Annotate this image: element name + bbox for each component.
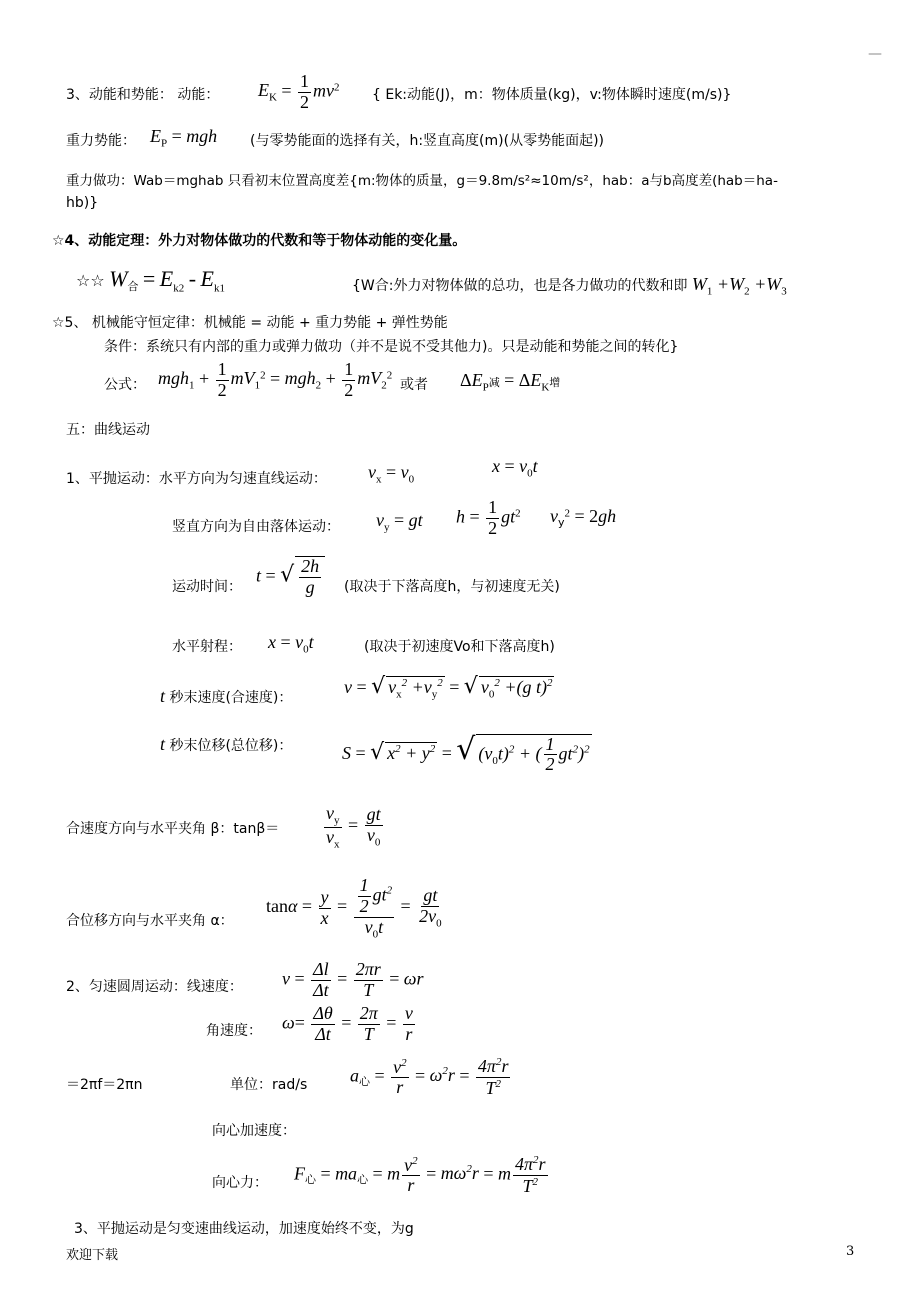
or-text: 或者 [400,377,428,393]
potential-energy-formula: $E_P$ = mgh [150,126,218,150]
velocity-label: t 秒末速度(合速度)： [160,686,293,706]
fall-height-formula: h = $\frac{1}{2}$ $gt^2$ [456,497,521,538]
energy-change-formula: $\Delta E_P$减 = $\Delta E_K$增 [460,370,561,394]
resultant-displacement-formula: S = √ $x^2 + y^2$ = √ $(v_0t)^2$ + ( $\frac{1}{2}$ $gt^2)^2$ [342,732,590,775]
vertical-velocity-formula: $v_y$ = gt [376,510,423,534]
angular-velocity-formula: ω= $\frac{\Delta\theta}{\Delta t}$ = $\frac{2\pi}{T}$ = $\frac{v}{r}$ [282,1003,413,1044]
displacement-label-text: 秒末位移(总位移)： [169,738,293,754]
potential-energy-note: (与零势能面的选择有关，h:竖直高度(m)(从零势能面起)) [250,133,604,149]
range-label: 水平射程： [172,639,242,655]
kinetic-energy-title: 3、动能和势能： 动能： [66,87,220,103]
centripetal-acceleration-formula: $a_心$ = $\frac{v^2}{r}$ = $\omega^2r$ = $\frac{4\pi^2r}{T^2}$ [350,1056,509,1098]
vertical-velocity-squared-formula: $v_y^2 = 2gh$ [550,506,617,529]
theorem-4: ☆4、动能定理：外力对物体做功的代数和等于物体动能的变化量。 [52,233,467,249]
displacement-label: t 秒末位移(总位移)： [160,734,293,754]
item-3-projectile: 3、平抛运动是匀变速曲线运动，加速度始终不变，为g [74,1221,414,1237]
linear-velocity-formula: v = $\frac{\Delta l}{\Delta t}$ = $\frac{2\pi r}{T}$ = ωr [282,959,424,1000]
angular-unit-label: 单位：rad/s [230,1077,308,1093]
conservation-formula: mgh$_1$ + $\frac{1}{2}$ $mV_1^2 = mgh_2$ + $\frac{1}{2}$ $mV_2^2$ [158,359,393,400]
time-label: 运动时间： [172,579,242,595]
footer-welcome: 欢迎下载 [66,1248,119,1263]
range-formula: $x = v_0t$ [268,632,314,656]
centripetal-force-formula: $F_心 = ma_心 = m$ $\frac{v^2}{r}$ = $m\omega^2r = m$ $\frac{4\pi^2r}{T^2}$ [294,1154,546,1196]
page-number: 3 [846,1244,855,1259]
work-energy-note-text: {W合:外力对物体做的总功，也是各力做功的代数和即 [352,278,688,294]
header-mark: — [868,46,882,62]
alpha-formula: tanα = $\frac{y}{x}$ = $\frac{1}{2}$ $gt^2$ $v_0t$ = $\frac{gt}{2v_0}$ [266,875,442,941]
kinetic-energy-note: { Ek:动能(J)，m：物体质量(kg)，v:物体瞬时速度(m/s)} [372,87,732,103]
work-energy-note: {W合:外力对物体做的总功，也是各力做功的代数和即 $W_1 +W_2 +W_3$ [352,274,787,298]
gravity-work-line2: hb)} [66,195,99,211]
beta-label: 合速度方向与水平夹角 β：tanβ＝ [66,821,280,837]
horizontal-displacement-formula: $x = v_0t$ [492,456,538,480]
circular-title: 2、匀速圆周运动：线速度： [66,979,243,995]
item-5-title: ☆5、 机械能守恒定律：机械能 = 动能 + 重力势能 + 弹性势能 [52,315,448,331]
conservation-label: 公式： [104,377,146,393]
angular-velocity-label: 角速度： [206,1023,262,1039]
centripetal-force-label: 向心力： [212,1175,268,1191]
time-formula: t = √ $\frac{2h}{g}$ [256,556,325,598]
centripetal-acceleration-label: 向心加速度： [212,1123,296,1139]
horizontal-velocity-formula: $v_x = v_0$ [368,462,415,486]
vertical-label: 竖直方向为自由落体运动： [172,519,340,535]
condition-text: 条件：系统只有内部的重力或弹力做功（并不是说不受其他力)。只是动能和势能之间的转化} [104,339,679,355]
gravity-work-line1: 重力做功：Wab＝mghab 只看初末位置高度差{m:物体的质量，g＝9.8m/s²≈10m/s²，hab：a与b高度差(hab＝ha- [66,173,778,189]
kinetic-energy-formula: $E_K$ = $\frac{1}{2}$ $mv^2$ [258,71,340,112]
stars: ☆☆ [76,271,105,290]
section-5-title: 五：曲线运动 [66,422,150,438]
alpha-label: 合位移方向与水平夹角 α： [66,913,234,929]
velocity-label-text: 秒末速度(合速度)： [169,690,293,706]
time-note: (取决于下落高度h，与初速度无关) [344,579,560,595]
resultant-velocity-formula: v = √ $v_x^2 +v_y^2$ = √ $v_0^2 +(g$ t)$^2$ [344,674,553,701]
omega-frequency-relation: ＝2πf＝2πn [66,1077,143,1093]
potential-energy-label: 重力势能： [66,133,136,149]
projectile-title: 1、平抛运动：水平方向为匀速直线运动： [66,471,327,487]
range-note: (取决于初速度Vo和下落高度h) [364,639,555,655]
work-energy-formula: ☆☆ $W_合 = E_{k2} - E_{k1}$ [76,266,225,295]
beta-formula: $\frac{v_y}{v_x}$ = $\frac{gt}{v_0}$ [326,803,381,851]
